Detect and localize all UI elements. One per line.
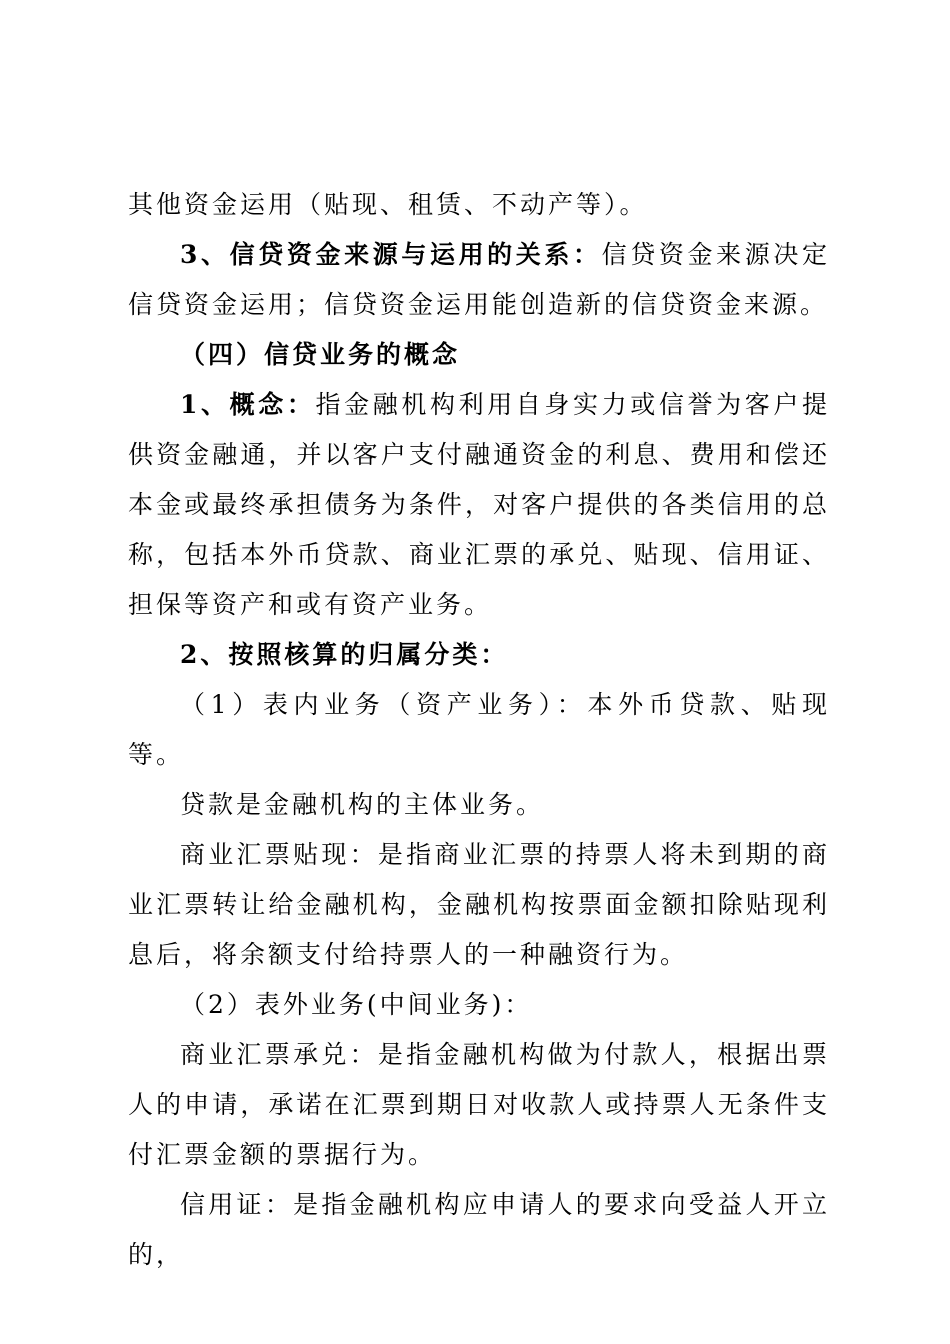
- paragraph-label: 3、信贷资金来源与运用的关系：: [180, 240, 602, 269]
- paragraph-letter-of-credit: 信用证：是指金融机构应申请人的要求向受益人开立的，: [128, 1190, 830, 1269]
- paragraph-loans: 贷款是金融机构的主体业务。: [180, 790, 545, 819]
- paragraph-off-balance-business: （2）表外业务(中间业务)：: [180, 990, 533, 1019]
- paragraph-text: 信贷资金来源决定信贷资金运用；信贷资金运用能创造新的信贷资金来源。: [128, 240, 830, 319]
- paragraph-concept: [128, 380, 830, 630]
- paragraph-bill-acceptance: 商业汇票承兑：是指金融机构做为付款人，根据出票人的申请，承诺在汇票到期日对收款人或持票人无条件支付汇票金额的票据行为。: [128, 1040, 830, 1169]
- paragraph-on-balance-business: （1）表内业务（资产业务）：本外币贷款、贴现等。: [128, 690, 830, 769]
- paragraph-bill-discount: 商业汇票贴现：是指商业汇票的持票人将未到期的商业汇票转让给金融机构，金融机构按票面金额扣除贴现利息后，将余额支付给持票人的一种融资行为。: [128, 840, 830, 969]
- paragraph-other-uses: 其他资金运用（贴现、租赁、不动产等）。: [128, 190, 648, 219]
- section-heading-credit-business-concept: （四）信贷业务的概念: [180, 340, 461, 369]
- subheading-accounting-classification: 2、按照核算的归属分类：: [180, 640, 509, 669]
- document-page: [128, 180, 830, 1280]
- paragraph-source-use-relation: [128, 230, 830, 330]
- paragraph-label: 1、概念：: [180, 390, 316, 419]
- paragraph-text: 指金融机构利用自身实力或信誉为客户提供资金融通，并以客户支付融通资金的利息、费用和偿还本金或最终承担债务为条件，对客户提供的各类信用的总称，包括本外币贷款、商业汇票的承兑、贴现、信用证、担保等资产和或有资产业务。: [128, 390, 830, 619]
